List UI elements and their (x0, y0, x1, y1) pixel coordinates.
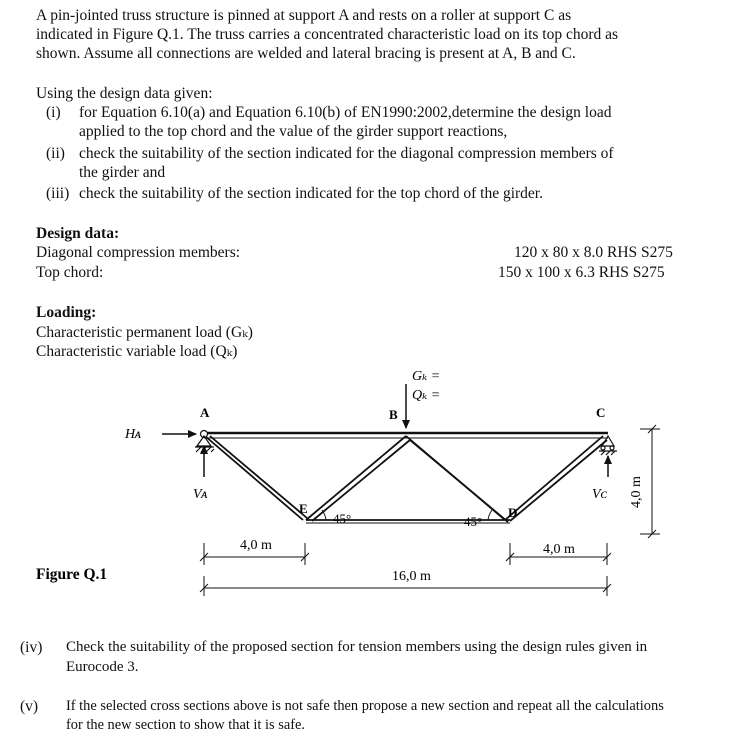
reaction-va-label: Vᴀ (193, 487, 208, 502)
task-v-line-2: for the new section to show that it is safe. (66, 717, 305, 733)
node-b-label: B (389, 407, 398, 422)
task-iii-line-1: check the suitability of the section indicated for the top chord of the girder. (79, 185, 543, 202)
node-e-label: E (299, 501, 308, 516)
angle-right-label: 45° (464, 514, 483, 529)
design-row-topchord-label: Top chord: (36, 264, 104, 281)
design-row-diagonal-value: 120 x 80 x 8.0 RHS S275 (514, 244, 673, 261)
intro-line-1: A pin-jointed truss structure is pinned at support A and rests on a roller at support C as (36, 7, 572, 24)
task-i-line-2: applied to the top chord and the value of the girder support reactions, (79, 123, 508, 140)
intro-line-3: shown. Assume all connections are welded and lateral bracing is present at A, B and C. (36, 45, 576, 62)
design-data-heading: Design data: (36, 225, 120, 242)
task-i-number: (i) (46, 104, 61, 121)
reaction-ha-label: Hᴀ (125, 427, 141, 442)
angle-left-label: 45° (333, 511, 352, 526)
task-v-number: (v) (20, 698, 39, 715)
task-ii-number: (ii) (46, 145, 65, 162)
truss-diagonals (205, 436, 607, 522)
task-ii-line-1: check the suitability of the section indicated for the diagonal compression members of (79, 145, 614, 162)
node-a-label: A (200, 405, 210, 420)
intro-line-2: indicated in Figure Q.1. The truss carries a concentrated characteristic load on its top chord as (36, 26, 619, 43)
load-g-label: Gₖ = (412, 369, 441, 384)
task-iv-line-1: Check the suitability of the proposed section for tension members using the design rules given in (66, 639, 648, 655)
load-q-label: Qₖ = (412, 388, 441, 403)
task-iv-line-2: Eurocode 3. (66, 659, 139, 675)
node-d-label: D (508, 505, 518, 520)
task-iii-number: (iii) (46, 185, 70, 202)
task-i-line-1: for Equation 6.10(a) and Equation 6.10(b) of EN1990:2002,determine the design load (79, 104, 612, 121)
task-ii-line-2: the girder and (79, 164, 166, 181)
loading-row-permanent: Characteristic permanent load (Gₖ) (36, 324, 253, 341)
node-c-label: C (596, 405, 606, 420)
support-c-roller-icon (599, 436, 617, 455)
task-iv-number: (iv) (20, 639, 43, 656)
loading-heading: Loading: (36, 304, 97, 321)
design-row-diagonal-label: Diagonal compression members: (36, 244, 241, 261)
dim-left-label: 4,0 m (240, 538, 272, 553)
design-row-topchord-value: 150 x 100 x 6.3 RHS S275 (498, 264, 665, 281)
dim-total-label: 16,0 m (392, 569, 431, 584)
using-heading: Using the design data given: (36, 85, 213, 102)
dim-right-label: 4,0 m (543, 542, 575, 557)
task-v-line-1: If the selected cross sections above is not safe then propose a new section and repeat all the calculations (66, 698, 664, 714)
reaction-vc-label: Vᴄ (592, 487, 607, 502)
loading-row-variable: Characteristic variable load (Qₖ) (36, 343, 238, 360)
figure-caption: Figure Q.1 (36, 566, 108, 583)
dim-height-label: 4,0 m (629, 476, 644, 508)
